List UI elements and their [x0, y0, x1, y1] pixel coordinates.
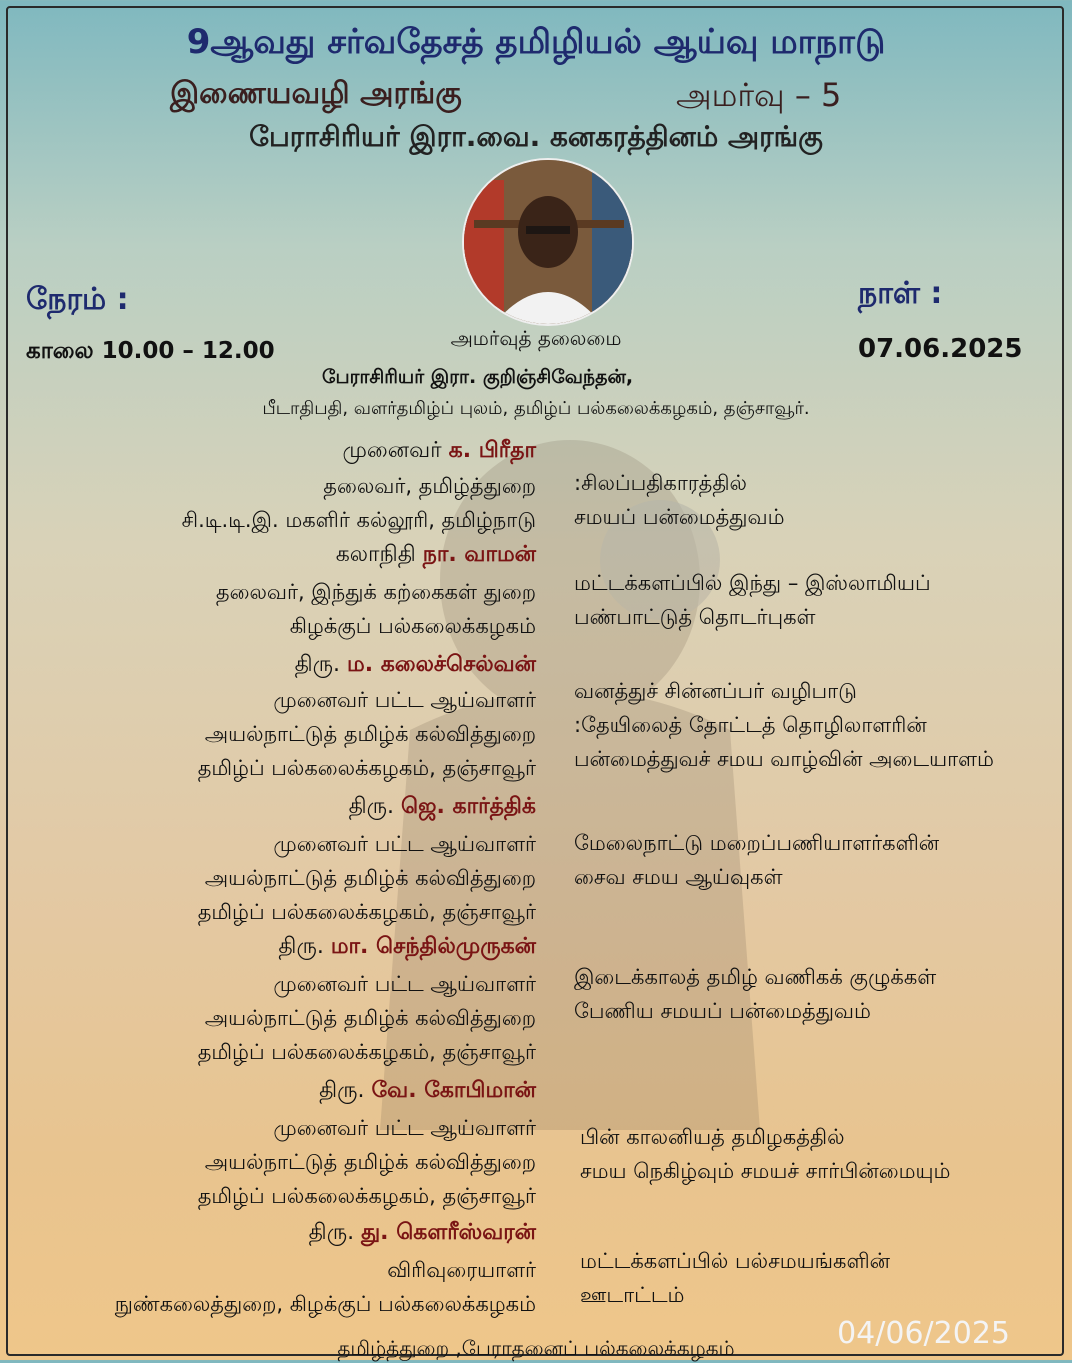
presenter-role: தலைவர், தமிழ்த்துறை — [323, 474, 536, 498]
presenter-university: தமிழ்ப் பல்கலைக்கழகம், தஞ்சாவூர் — [197, 756, 536, 780]
paper-topic: வனத்துச் சின்னப்பர் வழிபாடு :தேயிலைத் தோட்டத் தொழிலாளரின் பன்மைத்துவச் சமய வாழ்வின் அடையாளம் — [574, 679, 994, 771]
conference-title: 9ஆவது சர்வதேசத் தமிழியல் ஆய்வு மாநாடு — [186, 22, 886, 62]
paper-topic: :சிலப்பதிகாரத்தில் சமயப் பன்மைத்துவம் — [574, 471, 785, 529]
paper-topic: மட்டக்களப்பில் பல்சமயங்களின் ஊடாட்டம் — [580, 1249, 891, 1307]
time-value: காலை 10.00 – 12.00 — [26, 338, 275, 364]
presenter-institution: அயல்நாட்டுத் தமிழ்க் கல்வித்துறை — [204, 722, 536, 746]
presenter-name: திரு. ஜெ. கார்த்திக் — [348, 794, 536, 819]
chair-name: பேராசிரியர் இரா. குறிஞ்சிவேந்தன், — [322, 366, 634, 388]
chair-affiliation: பீடாதிபதி, வளர்தமிழ்ப் புலம், தமிழ்ப் பல்கலைக்கழகம், தஞ்சாவூர். — [262, 398, 810, 419]
date-stamp-watermark: 04/06/2025 — [837, 1316, 1010, 1351]
presenter-name: கலாநிதி நா. வாமன் — [335, 542, 536, 567]
presenter-name: திரு. வே. கோபிமான் — [319, 1078, 536, 1103]
presenter-role: முனைவர் பட்ட ஆய்வாளர் — [273, 1116, 536, 1140]
presenter-role: முனைவர் பட்ட ஆய்வாளர் — [273, 832, 536, 856]
date-label: நாள் : — [858, 276, 943, 311]
presenter-name: திரு. மா. செந்தில்முருகன் — [278, 934, 536, 959]
presenter-institution: அயல்நாட்டுத் தமிழ்க் கல்வித்துறை — [204, 1150, 536, 1174]
venue-type: இணையவழி அரங்கு — [170, 76, 462, 111]
presenter-name: முனைவர் க. பிரீதா — [342, 438, 536, 463]
organizer-footer: தமிழ்த்துறை ,பேராதனைப் பல்கலைக்கழகம் — [337, 1336, 735, 1360]
presenter-university: தமிழ்ப் பல்கலைக்கழகம், தஞ்சாவூர் — [197, 1040, 536, 1064]
paper-topic: பின் காலனியத் தமிழகத்தில் சமய நெகிழ்வும் சமயச் சார்பின்மையும் — [580, 1125, 951, 1183]
presenter-role: முனைவர் பட்ட ஆய்வாளர் — [273, 972, 536, 996]
presenter-role: விரிவுரையாளர் — [387, 1258, 536, 1282]
presenter-institution: அயல்நாட்டுத் தமிழ்க் கல்வித்துறை — [204, 866, 536, 890]
presenter-role: தலைவர், இந்துக் கற்கைகள் துறை — [215, 580, 536, 604]
time-label: நேரம் : — [26, 282, 129, 317]
hall-name: பேராசிரியர் இரா.வை. கனகரத்தினம் அரங்கு — [249, 120, 823, 153]
presenter-name: திரு. து. கௌரீஸ்வரன் — [308, 1220, 536, 1245]
presenter-institution: சி.டி.டி.இ. மகளிர் கல்லூரி, தமிழ்நாடு — [181, 508, 536, 532]
presenter-university: தமிழ்ப் பல்கலைக்கழகம், தஞ்சாவூர் — [197, 900, 536, 924]
chair-label: அமர்வுத் தலைமை — [450, 326, 622, 350]
presenter-institution: கிழக்குப் பல்கலைக்கழகம் — [289, 614, 536, 638]
chair-portrait-photo — [462, 158, 634, 326]
presenter-institution: அயல்நாட்டுத் தமிழ்க் கல்வித்துறை — [204, 1006, 536, 1030]
paper-topic: மட்டக்களப்பில் இந்து – இஸ்லாமியப் பண்பாட்டுத் தொடர்புகள் — [574, 571, 931, 629]
presenter-university: தமிழ்ப் பல்கலைக்கழகம், தஞ்சாவூர் — [197, 1184, 536, 1208]
presenter-institution: நுண்கலைத்துறை, கிழக்குப் பல்கலைக்கழகம் — [114, 1292, 536, 1316]
paper-topic: மேலைநாட்டு மறைப்பணியாளர்களின் சைவ சமய ஆய்வுகள் — [574, 831, 940, 889]
presenter-role: முனைவர் பட்ட ஆய்வாளர் — [273, 688, 536, 712]
session-number: அமர்வு – 5 — [676, 76, 842, 114]
date-value: 07.06.2025 — [858, 334, 1023, 364]
presenter-name: திரு. ம. கலைச்செல்வன் — [294, 652, 536, 677]
paper-topic: இடைக்காலத் தமிழ் வணிகக் குழுக்கள் பேணிய சமயப் பன்மைத்துவம் — [574, 965, 937, 1023]
